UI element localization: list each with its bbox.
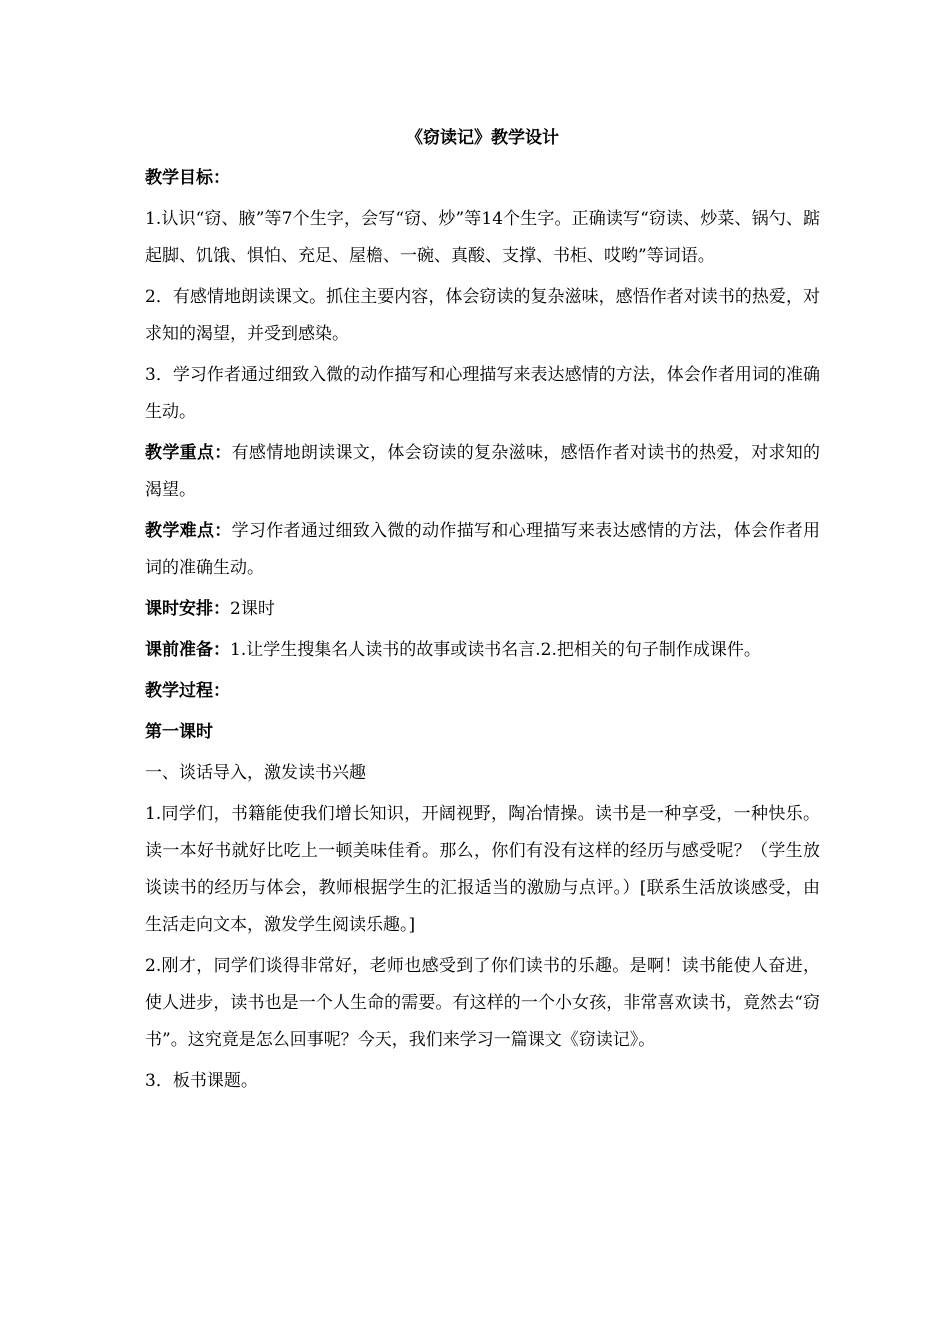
difficulty-text: 学习作者通过细致入微的动作描写和心理描写来表达感情的方法，体会作者用词的准确生动。 <box>145 521 821 578</box>
process-heading: 教学过程： <box>145 681 230 701</box>
key-point-paragraph <box>145 435 820 509</box>
schedule-label: 课时安排： <box>145 599 230 619</box>
difficulty-paragraph <box>145 513 820 587</box>
key-point-label: 教学重点： <box>145 443 232 463</box>
preparation-label: 课前准备： <box>145 640 230 660</box>
schedule-paragraph <box>145 591 820 628</box>
objective-item-1: 1.认识“窃、腋”等7个生字，会写“窃、炒”等14个生字。正确读写“窃读、炒菜、锅勺、踮起脚、饥饿、惧怕、充足、屋檐、一碗、真酸、支撑、书柜、哎哟”等词语。 <box>145 209 820 266</box>
preparation-text: 1.让学生搜集名人读书的故事或读书名言.2.把相关的句子制作成课件。 <box>230 640 761 660</box>
process-step-3: 3．板书课题。 <box>145 1071 258 1091</box>
document-body <box>145 118 820 1104</box>
preparation-paragraph <box>145 632 820 669</box>
key-point-text: 有感情地朗读课文，体会窃读的复杂滋味，感悟作者对读书的热爱，对求知的渴望。 <box>145 443 821 500</box>
schedule-text: 2课时 <box>230 599 275 619</box>
objective-item-3: 3．学习作者通过细致入微的动作描写和心理描写来表达感情的方法，体会作者用词的准确生动。 <box>145 365 820 422</box>
lesson-one-heading: 第一课时 <box>145 722 213 742</box>
difficulty-label: 教学难点： <box>145 521 232 541</box>
section-one-heading: 一、谈话导入，激发读书兴趣 <box>145 763 366 783</box>
objective-item-2: 2．有感情地朗读课文。抓住主要内容，体会窃读的复杂滋味，感悟作者对读书的热爱，对求知的渴望，并受到感染。 <box>145 287 820 344</box>
process-step-2: 2.刚才，同学们谈得非常好，老师也感受到了你们读书的乐趣。是啊！读书能使人奋进，使人进步，读书也是一个人生命的需要。有这样的一个小女孩，非常喜欢读书，竟然去“窃书”。这究竟是怎么回事呢？今天，我们来学习一篇课文《窃读记》。 <box>145 956 820 1050</box>
document-title: 《窃读记》教学设计 <box>406 128 559 148</box>
objectives-heading: 教学目标： <box>145 168 230 188</box>
process-step-1: 1.同学们，书籍能使我们增长知识，开阔视野，陶冶情操。读书是一种享受，一种快乐。读一本好书就好比吃上一顿美味佳肴。那么，你们有没有这样的经历与感受呢？（学生放谈读书的经历与体会，教师根据学生的汇报适当的激励与点评。）[联系生活放谈感受，由生活走向文本，激发学生阅读乐趣。] <box>145 804 820 935</box>
